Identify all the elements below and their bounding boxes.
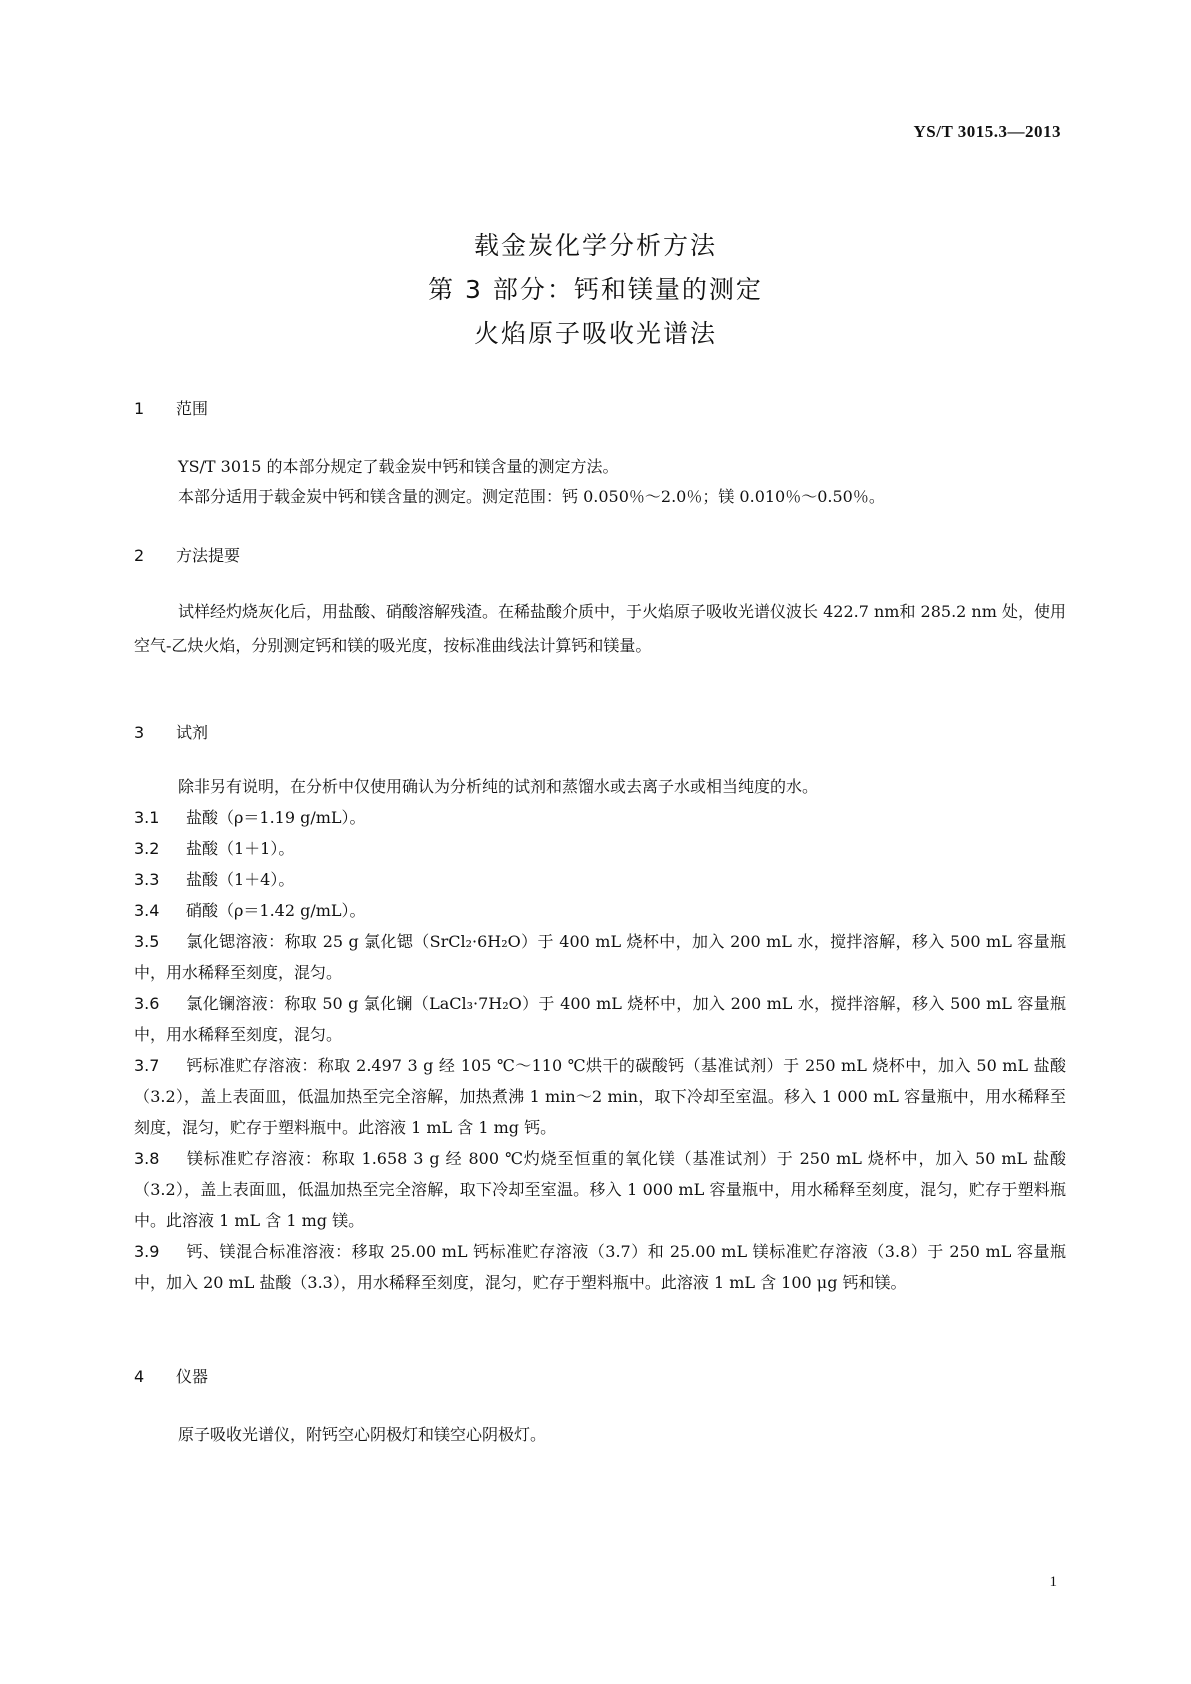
reagent-item [134, 1143, 1066, 1236]
section-title: 仪器 [176, 1367, 209, 1386]
item-text: 硝酸（ρ＝1.42 g/mL）。 [186, 901, 366, 920]
reagent-item [134, 1236, 1066, 1298]
document-title [0, 224, 1191, 356]
title-line-1: 载金炭化学分析方法 [473, 231, 717, 260]
section-number: 2 [134, 546, 145, 565]
item-text: 镁标准贮存溶液：称取 1.658 3 g 经 800 ℃灼烧至恒重的氧化镁（基准试剂）于 250 mL 烧杯中，加入 50 mL 盐酸（3.2），盖上表面皿，低温加热至完全溶解，取下冷却至室温。移入 1 000 mL 容量瓶中，用水稀释至刻度，混匀，贮存于塑料瓶中。此溶液 1 mL 含 1 mg 镁。 [134, 1149, 1066, 1230]
item-text: 盐酸（ρ＝1.19 g/mL）。 [186, 808, 366, 827]
section-title: 试剂 [176, 723, 209, 742]
reagent-item [134, 833, 1066, 864]
section-4-paragraph: 原子吸收光谱仪，附钙空心阴极灯和镁空心阴极灯。 [178, 1425, 547, 1444]
title-line-3: 火焰原子吸收光谱法 [473, 319, 717, 348]
item-text: 钙标准贮存溶液：称取 2.497 3 g 经 105 ℃～110 ℃烘干的碳酸钙（基准试剂）于 250 mL 烧杯中，加入 50 mL 盐酸（3.2），盖上表面皿，低温加热至完全溶解，加热煮沸 1 min～2 min，取下冷却至室温。移入 1 000 mL 容量瓶中，用水稀释至刻度，混匀，贮存于塑料瓶中。此溶液 1 mL 含 1 mg 钙。 [134, 1056, 1066, 1137]
item-text: 盐酸（1＋1）。 [186, 839, 295, 858]
section-1-heading [134, 396, 208, 419]
section-4-heading [134, 1364, 208, 1387]
item-number: 3.6 [134, 994, 160, 1013]
item-number: 3.7 [134, 1056, 160, 1075]
reagent-item [134, 802, 1066, 833]
item-number: 3.4 [134, 901, 160, 920]
item-number: 3.8 [134, 1149, 160, 1168]
item-number: 3.1 [134, 808, 160, 827]
page-number: 1 [1049, 1574, 1057, 1590]
section-2-paragraph: 试样经灼烧灰化后，用盐酸、硝酸溶解残渣。在稀盐酸介质中，于火焰原子吸收光谱仪波长 422.7 nm和 285.2 nm 处，使用空气-乙炔火焰，分别测定钙和镁的吸光度，按标准曲线法计算钙和镁量。 [134, 602, 1066, 655]
reagent-item [134, 864, 1066, 895]
item-text: 钙、镁混合标准溶液：移取 25.00 mL 钙标准贮存溶液（3.7）和 25.00 mL 镁标准贮存溶液（3.8）于 250 mL 容量瓶中，加入 20 mL 盐酸（3.3），用水稀释至刻度，混匀，贮存于塑料瓶中。此溶液 1 mL 含 100 μg 钙和镁。 [134, 1242, 1066, 1292]
section-2-heading [134, 543, 240, 566]
reagent-item [134, 895, 1066, 926]
section-number: 1 [134, 399, 145, 418]
item-text: 氯化镧溶液：称取 50 g 氯化镧（LaCl₃·7H₂O）于 400 mL 烧杯中，加入 200 mL 水，搅拌溶解，移入 500 mL 容量瓶中，用水稀释至刻度，混匀。 [134, 994, 1066, 1044]
reagent-item [134, 926, 1066, 988]
standard-number: YS/T 3015.3—2013 [913, 122, 1061, 141]
section-3-intro: 除非另有说明，在分析中仅使用确认为分析纯的试剂和蒸馏水或去离子水或相当纯度的水。 [178, 777, 819, 796]
section-3-heading [134, 720, 208, 743]
item-number: 3.2 [134, 839, 160, 858]
section-1-paragraph-2: 本部分适用于载金炭中钙和镁含量的测定。测定范围：钙 0.050％～2.0％；镁 0.010％～0.50％。 [178, 487, 885, 506]
reagent-item [134, 1050, 1066, 1143]
section-number: 3 [134, 723, 145, 742]
reagent-item [134, 988, 1066, 1050]
section-number: 4 [134, 1367, 145, 1386]
title-line-2: 第 3 部分：钙和镁量的测定 [428, 275, 763, 304]
item-text: 盐酸（1＋4）。 [186, 870, 295, 889]
item-number: 3.9 [134, 1242, 160, 1261]
section-title: 方法提要 [176, 546, 241, 565]
section-title: 范围 [176, 399, 209, 418]
item-text: 氯化锶溶液：称取 25 g 氯化锶（SrCl₂·6H₂O）于 400 mL 烧杯中，加入 200 mL 水，搅拌溶解，移入 500 mL 容量瓶中，用水稀释至刻度，混匀。 [134, 932, 1066, 982]
section-1-paragraph-1: YS/T 3015 的本部分规定了载金炭中钙和镁含量的测定方法。 [178, 457, 619, 476]
item-number: 3.3 [134, 870, 160, 889]
item-number: 3.5 [134, 932, 160, 951]
